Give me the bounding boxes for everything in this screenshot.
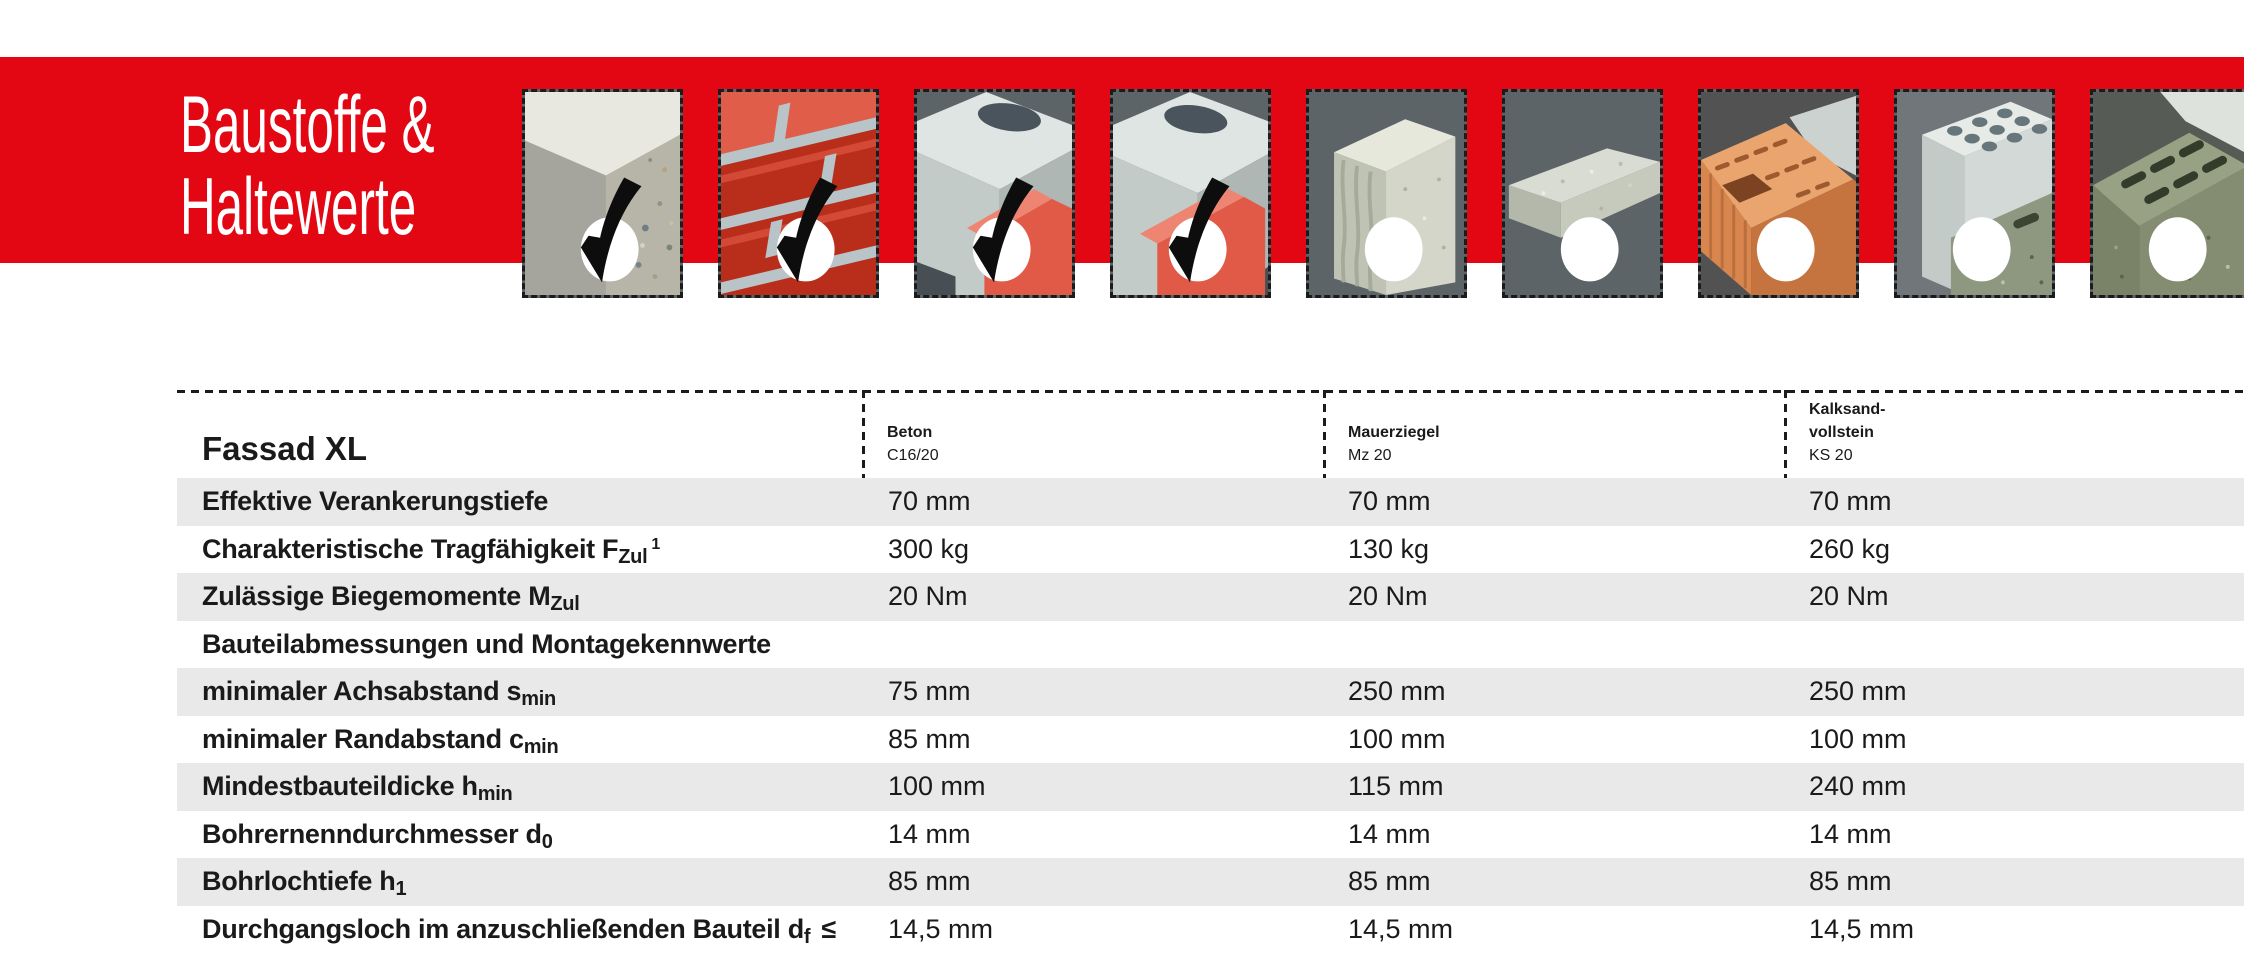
header-cell-kalksandvollstein	[1784, 390, 2244, 478]
material-tile-aerated-block	[1306, 89, 1467, 298]
header-cell-product	[177, 390, 862, 478]
material-photo-clay-block	[1701, 92, 1856, 295]
row-label	[202, 573, 583, 621]
row-label	[202, 858, 410, 906]
value-beton: 70 mm	[888, 486, 971, 516]
value-mauerziegel: 14,5 mm	[1348, 913, 1454, 944]
value-mauerziegel: 14 mm	[1348, 818, 1431, 849]
row-label	[202, 716, 562, 764]
material-tile-concrete	[522, 89, 683, 298]
column-name: Mauerziegel	[1348, 424, 1440, 441]
row-label-text: Bohrlochtiefe h	[202, 866, 396, 896]
value-mauerziegel: 70 mm	[1348, 486, 1431, 516]
circle-badge	[1757, 217, 1815, 281]
material-photo-hollow-block	[2093, 92, 2244, 295]
material-photo-brick	[721, 92, 876, 295]
value-mauerziegel: 115 mm	[1348, 771, 1444, 801]
value-kalksandvollstein: 240 mm	[1809, 771, 1907, 801]
material-tile-hollow-block	[2090, 89, 2244, 298]
circle-badge	[1953, 217, 2011, 281]
row-label-text: Charakteristische Tragfähigkeit F	[202, 533, 619, 564]
column-grade: KS 20	[1809, 447, 1853, 464]
column-grade: C16/20	[887, 447, 939, 464]
column-name: Beton	[887, 424, 933, 441]
row-label-subscript: f	[803, 925, 811, 948]
material-tile-solid-brick	[718, 89, 879, 298]
material-tile-aerated-slab	[1502, 89, 1663, 298]
table-row	[177, 858, 2244, 906]
table-section-row	[177, 621, 2244, 669]
circle-badge	[2149, 217, 2207, 281]
row-label	[202, 811, 557, 859]
table-row	[177, 906, 2244, 954]
table-row	[177, 716, 2244, 764]
column-grade: Mz 20	[1348, 447, 1392, 464]
material-photo-block-hole	[1113, 92, 1268, 295]
page-title-line1: Baustoffe &	[180, 80, 435, 170]
value-kalksandvollstein: 20 Nm	[1809, 581, 1889, 611]
value-beton: 14,5 mm	[888, 913, 994, 944]
page-title-line2: Haltewerte	[180, 162, 417, 252]
table-row	[177, 811, 2244, 859]
column-name-line2: vollstein	[1809, 424, 1874, 441]
value-kalksandvollstein: 250 mm	[1809, 676, 1907, 706]
value-kalksandvollstein: 14,5 mm	[1809, 913, 1915, 944]
row-label-text: Durchgangsloch im anzuschließenden Bauteil d	[202, 913, 804, 944]
row-label-subscript: min	[477, 783, 513, 805]
value-mauerziegel: 100 mm	[1348, 723, 1446, 754]
row-label-text: Bohrernenndurchmesser d	[202, 818, 542, 849]
material-tile-clay-block	[1698, 89, 1859, 298]
row-label-text: Mindestbauteildicke h	[202, 771, 478, 801]
material-photo-concrete	[525, 92, 680, 295]
value-beton: 14 mm	[888, 818, 971, 849]
row-label-text: minimaler Achsabstand s	[202, 676, 522, 706]
value-kalksandvollstein: 260 kg	[1809, 533, 1891, 564]
row-label	[202, 478, 552, 526]
value-beton: 85 mm	[888, 723, 971, 754]
row-label-subscript: min	[523, 735, 559, 758]
value-mauerziegel: 20 Nm	[1348, 581, 1428, 611]
value-mauerziegel: 250 mm	[1348, 676, 1446, 706]
value-kalksandvollstein: 100 mm	[1809, 723, 1907, 754]
section-label	[202, 621, 775, 669]
table-row	[177, 478, 2244, 526]
row-label-superscript: 1	[651, 535, 660, 553]
header-cell-beton	[862, 390, 1323, 478]
material-photo-perforated-block	[1897, 92, 2052, 295]
value-kalksandvollstein: 70 mm	[1809, 486, 1892, 516]
material-tile-perforated-sand-lime	[1894, 89, 2055, 298]
value-beton: 20 Nm	[888, 581, 968, 611]
material-photo-aerated-block	[1309, 92, 1464, 295]
row-label-subscript: 1	[395, 878, 407, 900]
value-beton: 85 mm	[888, 866, 971, 896]
row-label-text: minimaler Randabstand c	[202, 723, 524, 754]
material-photo-aerated-slab	[1505, 92, 1660, 295]
column-name-line1: Kalksand-	[1809, 401, 1886, 418]
row-label-subscript: min	[521, 688, 556, 710]
value-beton: 75 mm	[888, 676, 971, 706]
row-label-suffix: ≤	[814, 913, 837, 944]
header-cell-mauerziegel	[1323, 390, 1784, 478]
row-label-subscript: Zul	[550, 593, 580, 615]
table-row	[177, 763, 2244, 811]
row-label-text: Effektive Verankerungstiefe	[202, 486, 549, 516]
value-kalksandvollstein: 14 mm	[1809, 818, 1892, 849]
product-name: Fassad XL	[202, 430, 368, 467]
row-label-text: Bauteilabmessungen und Montagekennwerte	[202, 628, 771, 659]
circle-badge	[1365, 217, 1423, 281]
value-mauerziegel: 130 kg	[1348, 533, 1430, 564]
value-beton: 100 mm	[888, 771, 986, 801]
value-beton: 300 kg	[888, 533, 970, 564]
row-label	[202, 763, 516, 811]
table-row	[177, 526, 2244, 574]
material-tile-block-hole-1	[914, 89, 1075, 298]
value-mauerziegel: 85 mm	[1348, 866, 1431, 896]
material-tile-block-hole-2	[1110, 89, 1271, 298]
row-label	[202, 668, 560, 716]
row-label-subscript: 0	[541, 830, 553, 853]
table-row	[177, 573, 2244, 621]
row-label	[202, 526, 660, 574]
row-label-text: Zulässige Biegemomente M	[202, 581, 551, 611]
row-label	[202, 906, 836, 954]
material-photo-block-hole	[917, 92, 1072, 295]
value-kalksandvollstein: 85 mm	[1809, 866, 1892, 896]
row-label-subscript: Zul	[618, 545, 648, 568]
table-row	[177, 668, 2244, 716]
circle-badge	[1561, 217, 1619, 281]
